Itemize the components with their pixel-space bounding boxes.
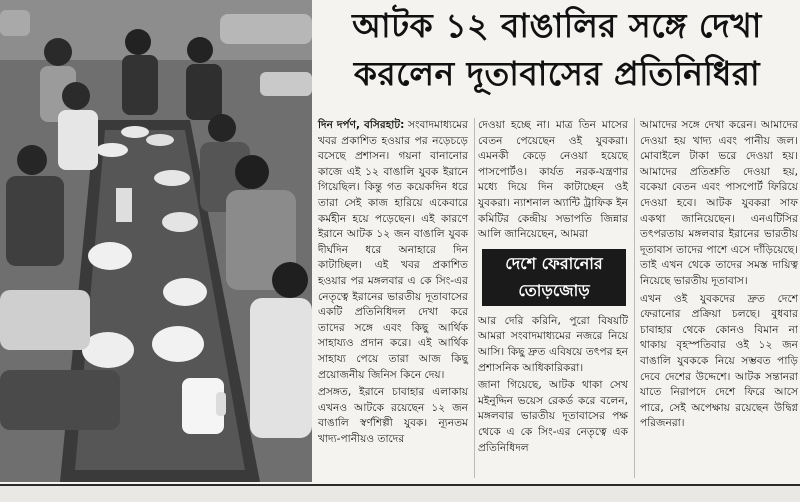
paragraph: আমাদের সঙ্গে দেখা করেন। আমাদের দেওয়া হয় খাদ্য এবং পানীয় জল। মোবাইলে টাকা ভরে দেওয়া হয়। আমাদের প্রতিশ্রুতি দেওয়া হয়, বকেয়া বেতন এবং পাসপোর্ট ফিরিয়ে দেওয়া হবে। আটক যুবকরা সাফ একথা জানিয়েছেন। এনএটিসির তৎপরতায় মঙ্গলবার ইরানের ভারতীয় দূতাবাস তাদের পাশে এসে দাঁড়িয়েছে। তাই এখন থেকে তাদের সমস্ত দায়িত্ব নিয়েছে ভারতীয় দূতাবাস। [640,119,798,287]
headline-line-1: আটক ১২ বাঙালির সঙ্গে দেখা [352,6,762,45]
headline [318,2,796,98]
byline: দিন দর্পণ, বসিরহাট: [318,119,405,131]
column-2 [478,118,628,458]
paragraph [318,118,468,383]
paragraph: আর দেরি করিনি, পুরো বিষয়টি আমরা সংবাদমাধ্যমের নজরে নিয়ে আসি। কিছু দ্রুত এবিষয়ে তৎপর হন প্রশাসনিক আধিকারিকরা। [478,314,628,374]
subheading-line-2: তোড়জোড় [518,280,590,300]
paragraph: জানা গিয়েছে, আটক থাকা সেখ মইনুদ্দিন ভয়েস রেকর্ড করে বলেন, মঙ্গলবার ভারতীয় দূতাবাসের পক্ষ থেকে এ কে সিং-এর নেতৃত্বে এক প্রতিনিধিদল [478,379,628,454]
paragraph: প্রসঙ্গত, ইরানে চাবাহার এলাকায় এখনও আটকে রয়েছেন ১২ জন বাঙালি স্বর্ণশিল্পী যুবক। ন্যূনতম খাদ্য-পানীয়ও তাদের [318,386,468,445]
photo-icon [0,0,312,482]
subheading-line-1: দেশে ফেরানোর [505,253,603,273]
paragraph-text: সংবাদমাধ্যমের খবর প্রকাশিত হওয়ার পর নড়েচড়ে বসেছে প্রশাসন। গয়না বানানোর কাজে এই ১২ বাঙালি যুবক ইরানে গিয়েছিল। কিন্তু গত কয়েকদিন ধরে তারা সেই কাজ হারিয়ে একেবারে কর্মহীন হয়ে পড়েছেন। এই কারণে ইরানে আটক ১২ জন বাঙালি যুবক দীর্ঘদিন ধরে অনাহারে দিন কাটাচ্ছিল। এই খবর প্রকাশিত হওয়ার পর মঙ্গলবার এ কে সিং-এর নেতৃত্বে ইরানের ভারতীয় দূতাবাসের একটি প্রতিনিধিদল দেখা করে তাদের সঙ্গে এবং কিছু আর্থিক সাহায্যও প্রদান করে। এই আর্থিক সাহায্য পেয়ে তারা আজ কিছু প্রয়োজনীয় জিনিস কিনে দেয়। [318,119,468,381]
article-body [318,118,798,480]
paragraph: দেওয়া হচ্ছে না। মাত্র তিন মাসের বেতন পেয়েছেন ওই যুবকরা। এমনকী কেড়ে নেওয়া হয়েছে পাসপোর্টও। কার্যত নরক-যন্ত্রণার মধ্যে দিয়ে দিন কাটাচ্ছেন ওই যুবকরা। ন্যাশনাল অ্যান্টি ট্রাফিক ইন কমিটির কেন্দ্রীয় সভাপতি জিন্নার আলি জানিয়েছেন, আমরা [478,119,628,241]
page-bottom-edge [0,484,800,502]
news-photo [0,0,312,482]
column-1 [318,118,468,449]
headline-line-2: করলেন দূতাবাসের প্রতিনিধিরা [353,54,761,93]
column-3 [640,118,798,434]
paragraph: এখন ওই যুবকদের দ্রুত দেশে ফেরানোর প্রক্রিয়া চলছে। বুধবার চাবাহার থেকে কোনও বিমান না থাকায় বৃহস্পতিবার ওই ১২ জন বাঙালি যুবককে নিয়ে সম্ভবত পাড়ি দেবে দেশের উদ্দেশে। আটক সন্তানরা যাতে নিরাপদে দেশে ফিরে আসে পারে, সেই অপেক্ষায় রয়েছেন উদ্বিগ্ন পরিজনরা। [640,292,798,430]
subheading-box [482,249,626,306]
